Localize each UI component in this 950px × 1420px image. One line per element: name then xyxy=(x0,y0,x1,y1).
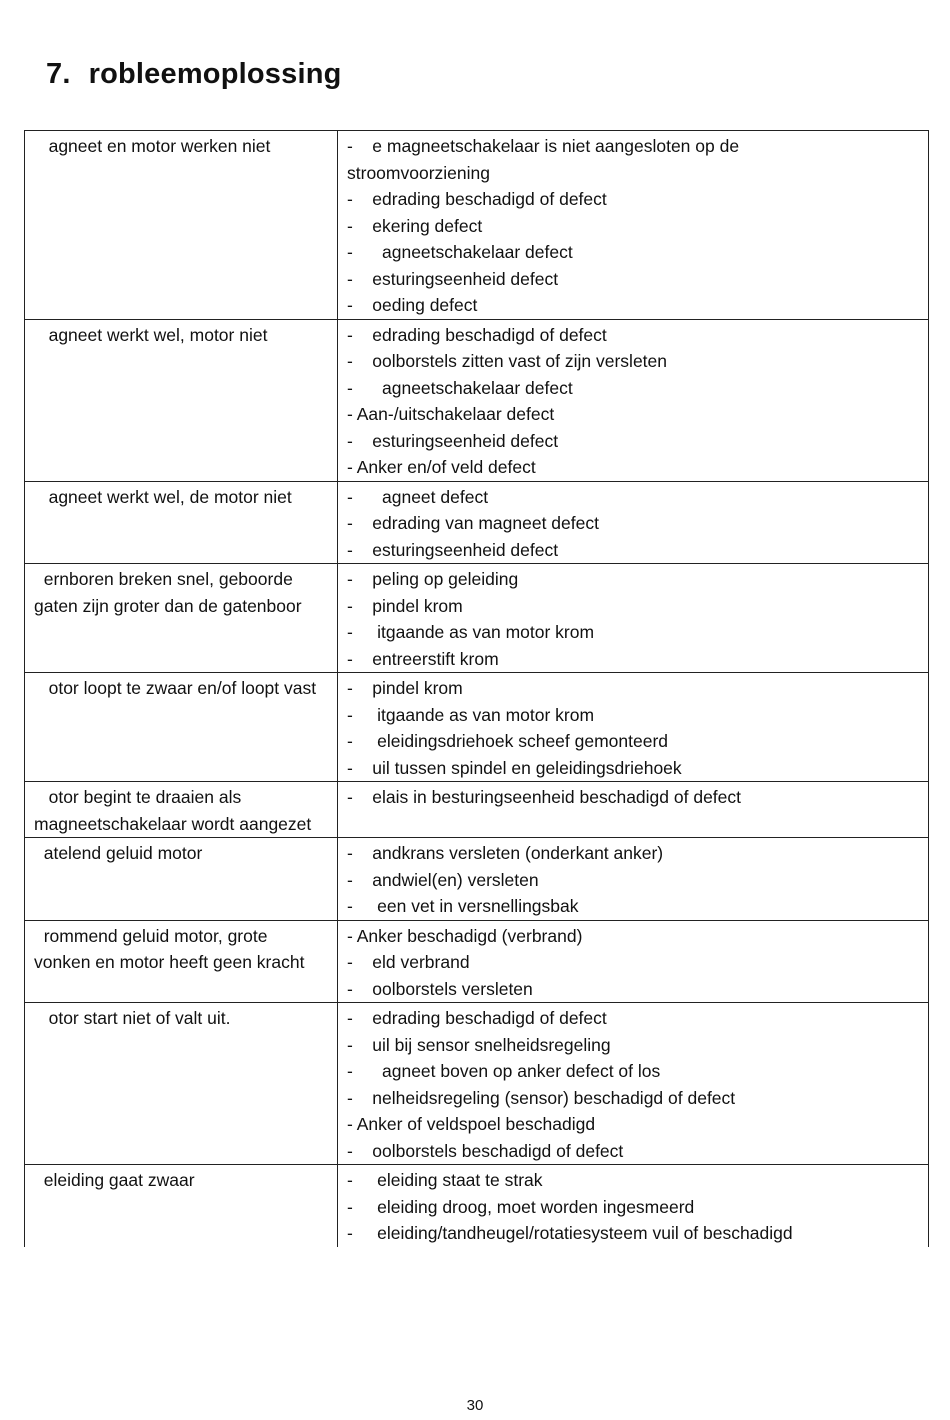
cause-item: - Anker of veldspoel beschadigd xyxy=(347,1114,596,1134)
problem-text: otor start niet of valt uit. xyxy=(34,1008,231,1028)
table-row xyxy=(25,319,929,481)
cause-item: - eld verbrand xyxy=(347,952,470,972)
cause-item: - eleiding staat te strak xyxy=(347,1170,543,1190)
cause-item: stroomvoorziening xyxy=(347,162,490,183)
cause-item: - Anker beschadigd (verbrand) xyxy=(347,925,583,946)
cause-item: - agneetschakelaar defect xyxy=(347,242,573,262)
cause-item: - peling op geleiding xyxy=(347,569,519,589)
causes-cell xyxy=(338,920,929,1003)
causes-cell xyxy=(338,564,929,673)
table-row xyxy=(25,481,929,564)
page-number: 30 xyxy=(466,1397,484,1414)
problem-text: otor loopt te zwaar en/of loopt vast xyxy=(34,678,317,698)
cause-item: - esturingseenheid defect xyxy=(347,539,559,560)
cause-item: - uil bij sensor snelheidsregeling xyxy=(347,1034,611,1055)
problem-cell xyxy=(25,838,338,921)
cause-item: - nelheidsregeling (sensor) beschadigd of defect xyxy=(347,1087,736,1108)
troubleshooting-table-body xyxy=(25,131,929,1247)
problem-cell xyxy=(25,319,338,481)
cause-item: - pindel krom xyxy=(347,678,463,698)
problem-cell xyxy=(25,564,338,673)
cause-item: - agneetschakelaar defect xyxy=(347,377,573,398)
problem-cell xyxy=(25,1165,338,1247)
cause-item: - edrading van magneet defect xyxy=(347,513,599,533)
cause-item: - andwiel(en) versleten xyxy=(347,869,539,890)
causes-cell xyxy=(338,838,929,921)
table-row xyxy=(25,564,929,673)
problem-cell xyxy=(25,782,338,838)
problem-cell xyxy=(25,920,338,1003)
cause-item: - andkrans versleten (onderkant anker) xyxy=(347,843,664,863)
cause-item: - agneet boven op anker defect of los xyxy=(347,1061,661,1081)
problem-cell xyxy=(25,131,338,320)
causes-cell xyxy=(338,131,929,320)
cause-item: - eleiding/tandheugel/rotatiesysteem vuil of beschadigd xyxy=(347,1223,793,1243)
table-row xyxy=(25,920,929,1003)
table-row xyxy=(25,1165,929,1247)
troubleshooting-table xyxy=(24,130,929,1247)
problem-text: atelend geluid motor xyxy=(34,843,203,863)
section-number: 7. xyxy=(46,58,71,90)
cause-item: - itgaande as van motor krom xyxy=(347,622,595,642)
problem-text: agneet werkt wel, de motor niet xyxy=(34,486,292,507)
cause-item: - edrading beschadigd of defect xyxy=(347,324,607,345)
problem-text: otor begint te draaien als magneetschakelaar wordt aangezet xyxy=(34,787,312,834)
cause-item: - eleidingsdriehoek scheef gemonteerd xyxy=(347,731,669,751)
causes-cell xyxy=(338,782,929,838)
problem-text: eleiding gaat zwaar xyxy=(34,1170,195,1190)
section-heading xyxy=(46,58,342,91)
cause-item: - ekering defect xyxy=(347,215,483,236)
table-row xyxy=(25,838,929,921)
problem-text: agneet werkt wel, motor niet xyxy=(34,324,268,345)
section-title: robleemoplossing xyxy=(88,58,342,90)
cause-item: - oolborstels beschadigd of defect xyxy=(347,1140,624,1161)
causes-cell xyxy=(338,1165,929,1247)
cause-item: - e magneetschakelaar is niet aangesloten op de xyxy=(347,136,740,156)
cause-item: - edrading beschadigd of defect xyxy=(347,189,607,209)
table-row xyxy=(25,1003,929,1165)
problem-cell xyxy=(25,481,338,564)
cause-item: - Aan-/uitschakelaar defect xyxy=(347,404,555,424)
cause-item: - edrading beschadigd of defect xyxy=(347,1008,607,1028)
problem-cell xyxy=(25,1003,338,1165)
table-row xyxy=(25,131,929,320)
cause-item: - eleiding droog, moet worden ingesmeerd xyxy=(347,1196,695,1217)
cause-item: - oolborstels zitten vast of zijn versleten xyxy=(347,351,667,371)
problem-cell xyxy=(25,673,338,782)
cause-item: - entreerstift krom xyxy=(347,648,499,669)
cause-item: - pindel krom xyxy=(347,595,463,616)
problem-text: agneet en motor werken niet xyxy=(34,136,271,156)
table-row xyxy=(25,782,929,838)
cause-item: - itgaande as van motor krom xyxy=(347,704,595,725)
cause-item: - esturingseenheid defect xyxy=(347,430,559,451)
causes-cell xyxy=(338,319,929,481)
causes-cell xyxy=(338,481,929,564)
cause-item: - agneet defect xyxy=(347,486,489,507)
cause-item: - esturingseenheid defect xyxy=(347,268,559,289)
cause-item: - oolborstels versleten xyxy=(347,978,533,999)
cause-item: - elais in besturingseenheid beschadigd of defect xyxy=(347,787,742,807)
causes-cell xyxy=(338,1003,929,1165)
cause-item: - oeding defect xyxy=(347,295,478,315)
cause-item: - Anker en/of veld defect xyxy=(347,457,536,477)
causes-cell xyxy=(338,673,929,782)
cause-item: - uil tussen spindel en geleidingsdriehoek xyxy=(347,757,682,778)
problem-text: rommend geluid motor, grote vonken en motor heeft geen kracht xyxy=(34,925,305,972)
problem-text: ernboren breken snel, geboorde gaten zijn groter dan de gatenboor xyxy=(34,569,302,616)
cause-item: - een vet in versnellingsbak xyxy=(347,896,579,916)
table-row xyxy=(25,673,929,782)
